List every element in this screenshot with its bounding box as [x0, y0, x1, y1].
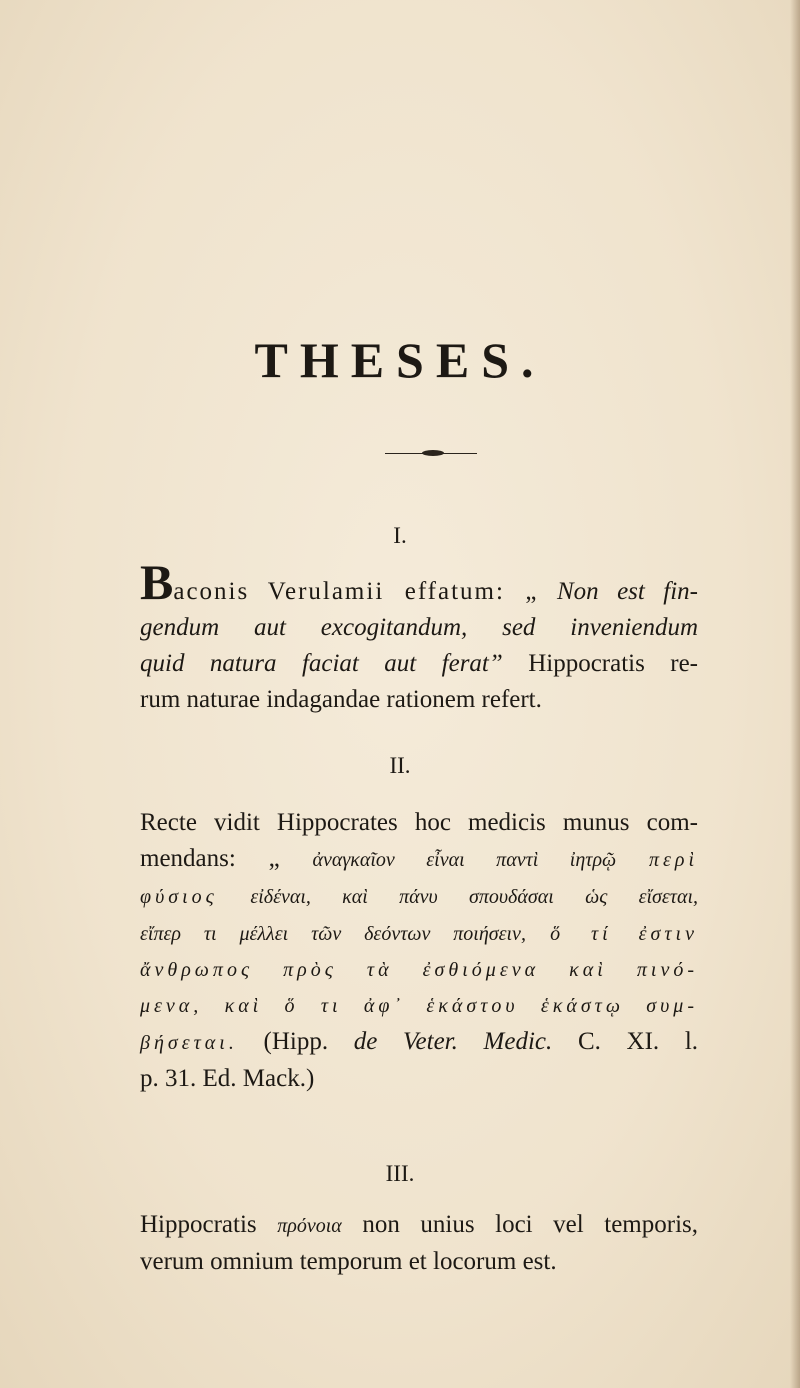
thesis-1	[140, 554, 699, 718]
thesis-3-line-1: Hippocratis πρόνοια non unius loci vel temporis,	[140, 1211, 698, 1238]
section-numeral-3: III.	[385, 1161, 415, 1186]
section-numeral-1: I.	[393, 523, 407, 548]
thesis-2-line-4: εἴπερ τι μέλλει τῶν δεόντων ποιήσειν, ὅ τί ἐστιν	[140, 923, 698, 945]
thesis-1-line-1: Baconis Verulamii effatum: „ Non est fin-	[140, 554, 699, 610]
drop-cap-letter: B	[140, 554, 174, 610]
thesis-3-line-2: verum omnium temporum et locorum est.	[140, 1248, 557, 1275]
rule-ornament	[422, 450, 444, 456]
thesis-1-line-3: quid natura faciat aut ferat” Hippocratis re-	[140, 650, 699, 677]
thesis-2-line-5: ἄνθρωπος πρὸς τὰ ἐσθιόμενα καὶ πινό-	[140, 959, 698, 981]
section-numeral-2: II.	[389, 753, 411, 778]
thesis-1-line-4: rum naturae indagandae rationem refert.	[140, 686, 542, 713]
thesis-1-line-2: gendum aut excogitandum, sed inveniendum	[140, 614, 698, 641]
thesis-3	[140, 1207, 698, 1280]
thesis-2-line-2: mendans: „ ἀναγκαῖον εἶναι παντὶ ἰητρῷ περὶ	[140, 845, 699, 872]
thesis-2-line-8: p. 31. Ed. Mack.)	[140, 1065, 315, 1092]
thesis-2	[140, 805, 698, 1097]
thesis-2-line-1: Recte vidit Hippocrates hoc medicis munus com-	[140, 809, 698, 836]
thesis-2-line-7: βήσεται. (Hipp. de Veter. Medic. C. XI. l.	[140, 1028, 699, 1055]
thesis-2-line-3: φύσιος εἰδέναι, καὶ πάνυ σπουδάσαι ὡς εἴσεται,	[140, 886, 698, 908]
page-title: THESES.	[254, 332, 546, 388]
thesis-2-line-6: μενα, καὶ ὅ τι ἀφ᾽ ἑκάστου ἑκάστῳ συμ-	[140, 995, 698, 1017]
